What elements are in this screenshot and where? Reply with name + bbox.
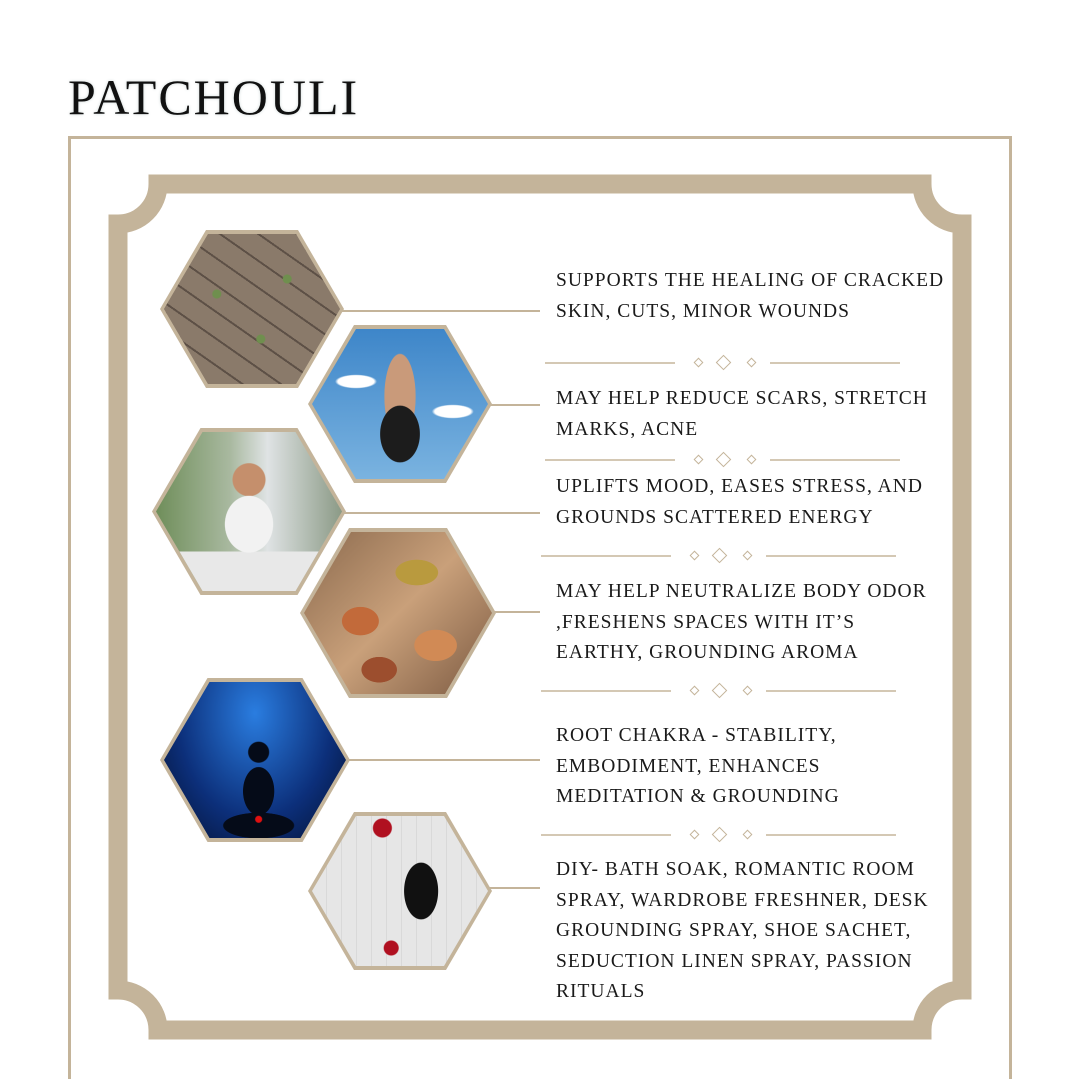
page-title: PATCHOULI [68, 69, 360, 125]
connector-line [340, 310, 540, 312]
connector-line [345, 759, 540, 761]
ornamental-divider [545, 356, 900, 370]
ornamental-divider [545, 453, 900, 467]
benefit-text: UPLIFTS MOOD, EASES STRESS, AND GROUNDS SCATTERED ENERGY [556, 476, 923, 528]
connector-line [342, 512, 540, 514]
benefit-text: MAY HELP NEUTRALIZE BODY ODOR ,FRESHENS SPACES WITH IT’S EARTHY, GROUNDING AROMA [556, 581, 927, 663]
benefit-text: MAY HELP REDUCE SCARS, STRETCH MARKS, ACNE [556, 388, 928, 440]
connector-line [488, 887, 540, 889]
ornamental-divider [541, 549, 896, 563]
ornamental-divider [541, 828, 896, 842]
connector-line [488, 404, 540, 406]
benefit-text: ROOT CHAKRA - STABILITY, EMBODIMENT, ENHANCES MEDITATION & GROUNDING [556, 725, 840, 807]
ornamental-divider [541, 684, 896, 698]
benefit-text: DIY- BATH SOAK, ROMANTIC ROOM SPRAY, WARDROBE FRESHNER, DESK GROUNDING SPRAY, SHOE SACHET, SEDUCTION LINEN SPRAY, PASSION RITUALS [556, 859, 929, 1002]
connector-line [492, 611, 540, 613]
benefit-text: SUPPORTS THE HEALING OF CRACKED SKIN, CUTS, MINOR WOUNDS [556, 270, 945, 322]
